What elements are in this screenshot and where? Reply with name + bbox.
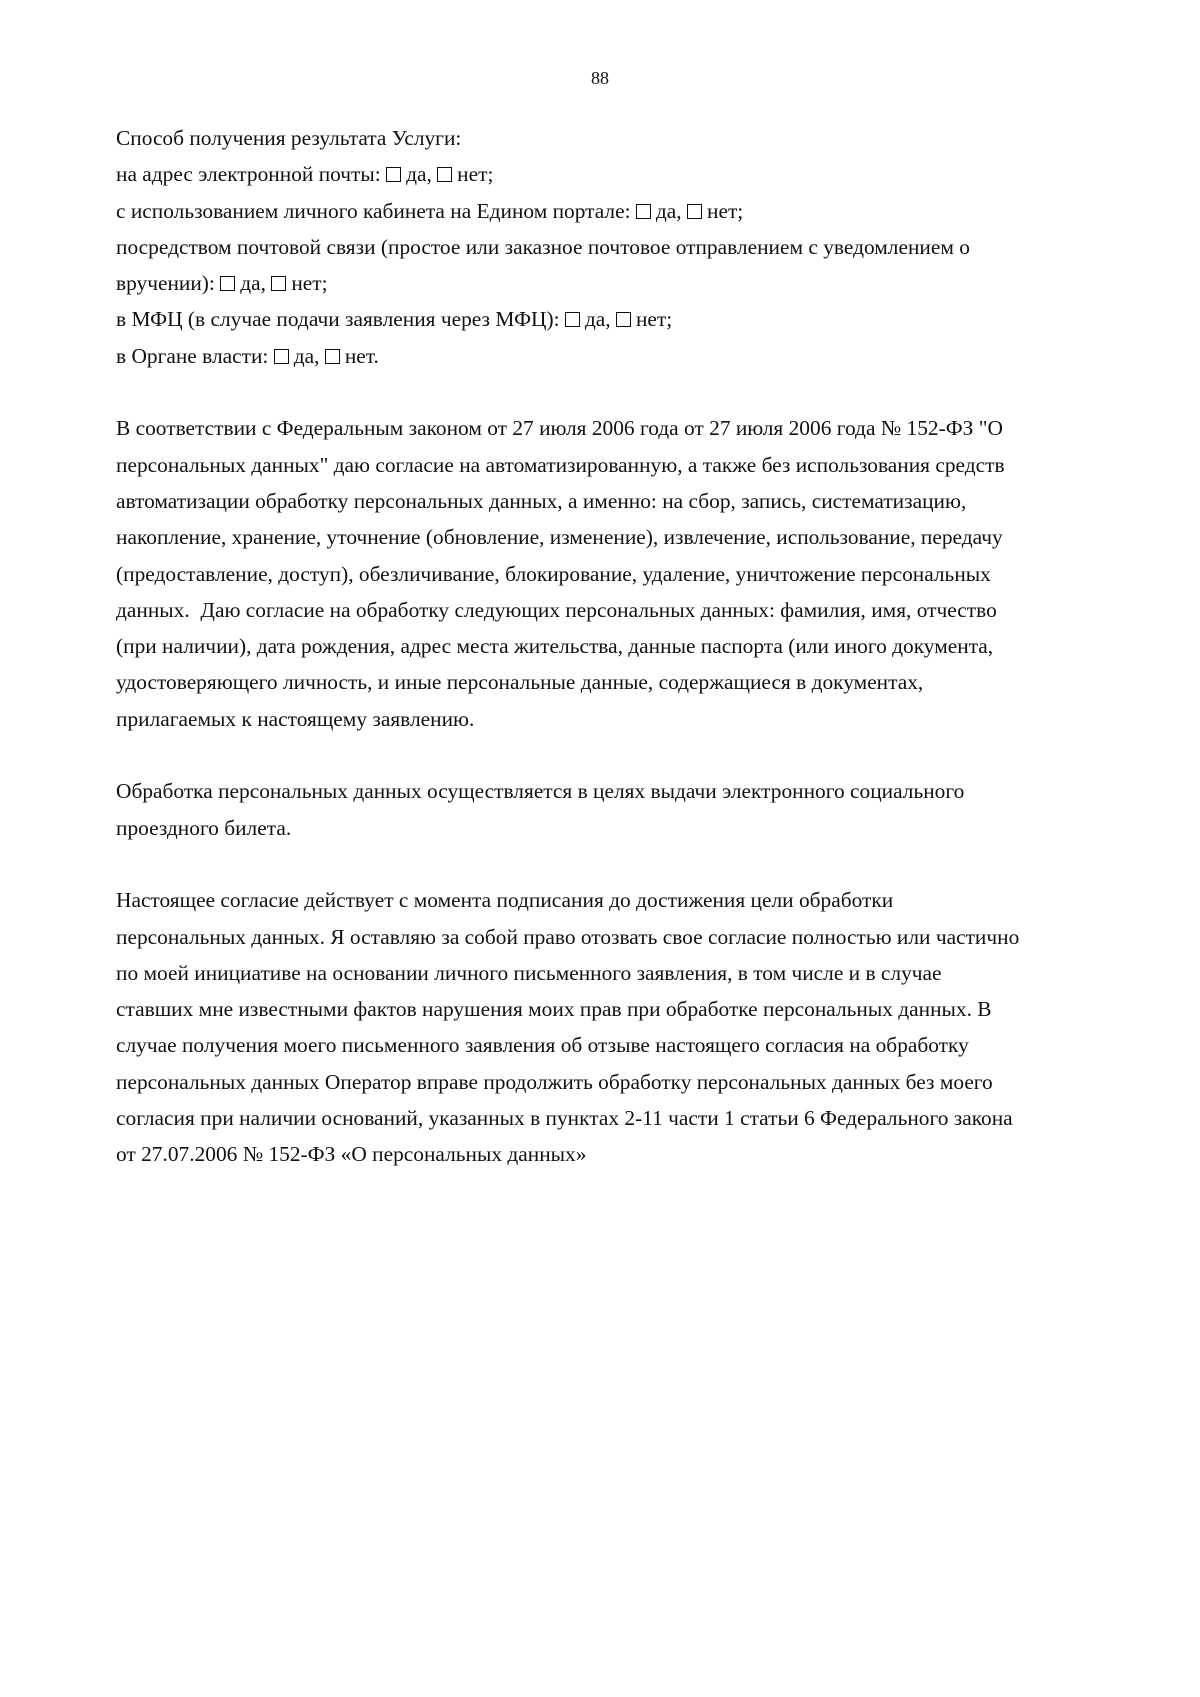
consent-line: (предоставление, доступ), обезличивание, блокирование, удаление, уничтожение персональных — [116, 561, 991, 586]
delivery-option-post-line2 — [116, 265, 1146, 301]
mfc-yes-checkbox[interactable] — [565, 312, 580, 327]
validity-line: случае получения моего письменного заявления об отзыве настоящего согласия на обработку — [116, 1033, 969, 1058]
consent-line: персональных данных" даю согласие на автоматизированную, а также без использования средств — [116, 452, 1005, 477]
validity-line: ставших мне известными фактов нарушения моих прав при обработке персональных данных. В — [116, 997, 992, 1022]
validity-line: персональных данных Оператор вправе продолжить обработку персональных данных без моего — [116, 1069, 993, 1094]
email-no-label: нет; — [457, 162, 494, 187]
email-yes-label: да, — [406, 162, 432, 187]
mfc-no-label: нет; — [635, 307, 673, 332]
consent-line: удостоверяющего личность, и иные персональные данные, содержащиеся в документах, — [116, 670, 924, 695]
delivery-option-portal-label: с использованием личного кабинета на Едином портале: — [116, 198, 631, 223]
consent-line: (при наличии), дата рождения, адрес места жительства, данные паспорта (или иного документа, — [116, 634, 994, 659]
post-no-checkbox[interactable] — [271, 276, 286, 291]
post-yes-checkbox[interactable] — [220, 276, 235, 291]
delivery-option-post-label: вручении): — [116, 271, 215, 296]
email-no-checkbox[interactable] — [437, 167, 452, 182]
post-yes-label: да, — [240, 271, 266, 296]
delivery-option-email-label: на адрес электронной почты: — [116, 162, 381, 187]
validity-line: от 27.07.2006 № 152-ФЗ «О персональных данных» — [116, 1142, 587, 1167]
purpose-paragraph — [116, 773, 1146, 846]
email-yes-checkbox[interactable] — [386, 167, 401, 182]
delivery-heading: Способ получения результата Услуги: — [116, 126, 462, 150]
delivery-option-mfc-label: в МФЦ (в случае подачи заявления через МФЦ): — [116, 307, 560, 332]
portal-yes-label: да, — [655, 198, 682, 223]
consent-line: В соответствии с Федеральным законом от 27 июля 2006 года от 27 июля 2006 года № 152-ФЗ "О — [116, 416, 1003, 441]
validity-line: Настоящее согласие действует с момента подписания до достижения цели обработки — [116, 888, 894, 913]
delivery-option-portal — [116, 193, 1146, 229]
consent-line: прилагаемых к настоящему заявлению. — [116, 706, 475, 731]
purpose-line: Обработка персональных данных осуществляется в целях выдачи электронного социального — [116, 779, 965, 804]
consent-line: данных. Даю согласие на обработку следующих персональных данных: фамилия, имя, отчество — [116, 597, 997, 622]
portal-no-checkbox[interactable] — [687, 204, 702, 219]
mfc-yes-label: да, — [584, 307, 611, 332]
delivery-option-authority-label: в Органе власти: — [116, 343, 269, 368]
authority-no-checkbox[interactable] — [325, 349, 340, 364]
validity-line: по моей инициативе на основании личного письменного заявления, в том числе и в случае — [116, 960, 942, 985]
document-body — [116, 120, 1146, 1173]
authority-no-label: нет. — [344, 343, 379, 368]
post-no-label: нет; — [291, 271, 328, 296]
delivery-option-email — [116, 156, 1146, 192]
validity-line: согласия при наличии оснований, указанных в пунктах 2-11 части 1 статьи 6 Федерального закона — [116, 1106, 1013, 1131]
validity-line: персональных данных. Я оставляю за собой право отозвать свое согласие полностью или частично — [116, 924, 1020, 949]
consent-line: накопление, хранение, уточнение (обновление, изменение), извлечение, использование, передачу — [116, 525, 1003, 550]
authority-yes-checkbox[interactable] — [274, 349, 289, 364]
delivery-option-post-line1: посредством почтовой связи (простое или заказное почтовое отправлением с уведомлением о — [116, 234, 970, 259]
portal-no-label: нет; — [707, 198, 744, 223]
authority-yes-label: да, — [293, 343, 320, 368]
mfc-no-checkbox[interactable] — [616, 312, 631, 327]
portal-yes-checkbox[interactable] — [636, 204, 651, 219]
purpose-line: проездного билета. — [116, 815, 292, 840]
validity-paragraph — [116, 882, 1146, 1172]
page-number: 88 — [591, 68, 609, 88]
consent-line: автоматизации обработку персональных данных, а именно: на сбор, запись, систематизацию, — [116, 488, 967, 513]
delivery-option-authority — [116, 338, 1146, 374]
delivery-option-mfc — [116, 301, 1146, 337]
consent-paragraph — [116, 410, 1146, 737]
